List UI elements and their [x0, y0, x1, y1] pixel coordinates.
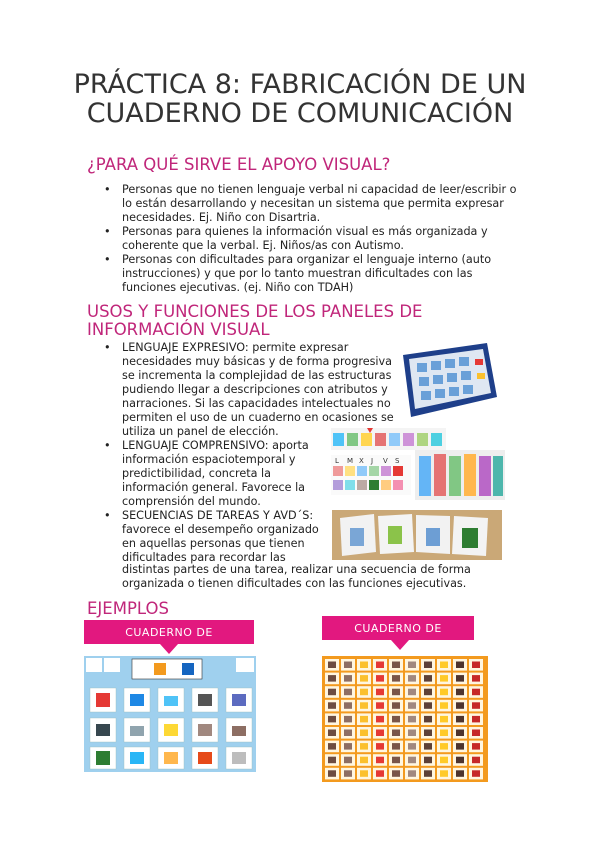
list-item: • LENGUAJE COMPRENSIVO: aporta información espaciotemporal y predictibilidad, concreta la información general. Favorece la comprensión del mundo.: [104, 439, 312, 509]
section-heading-usos-funciones: USOS Y FUNCIONES DE LOS PANELES DE INFORMACIÓN VISUAL: [87, 302, 423, 339]
svg-text:M: M: [347, 457, 354, 465]
list-item: • Personas que no tienen lenguaje verbal ni capacidad de leer/escribir o lo están desarrollando y necesitan un sistema que permita expresar necesidades. Ej. Niño con Disartria.: [104, 183, 524, 225]
task-sequence-photo: [332, 510, 502, 560]
vertical-cards-image: [415, 450, 505, 500]
page-title: PRÁCTICA 8: FABRICACIÓN DE UN CUADERNO DE COMUNICACIÓN: [73, 69, 527, 129]
apoyo-visual-list: [104, 183, 524, 295]
banner-left-arrow: [160, 644, 178, 654]
svg-text:S: S: [395, 457, 400, 465]
list-item: • LENGUAJE EXPRESIVO: permite expresar necesidades muy básicas y de forma progresiva se incrementa la complejidad de las estructuras pudiendo llegar a descripciones con atributos y narraciones. Si las capacidades intelectuales no permiten el uso de un cuaderno en ocasiones se utiliza un panel de elección.: [104, 341, 394, 439]
list-item: • SECUENCIAS DE TAREAS Y AVD´S: favorece el desempeño organizado en aquellas personas que tienen dificultades para recordar las: [104, 509, 322, 565]
svg-text:V: V: [383, 457, 388, 465]
svg-text:X: X: [359, 457, 364, 465]
banner-right: CUADERNO DE: [322, 616, 474, 640]
svg-text:J: J: [371, 457, 374, 465]
section-heading-ejemplos: EJEMPLOS: [87, 599, 169, 618]
list-item: • Personas para quienes la información visual es más organizada y coherente que la verbal. Ej. Niños/as con Autismo.: [104, 225, 524, 253]
list-item: • Personas con dificultades para organizar el lenguaje interno (auto instrucciones) y que por lo tanto muestran dificultades con las funciones ejecutivas. (ej. Niño con TDAH): [104, 253, 524, 295]
letter-grid-image: [331, 455, 411, 495]
blue-pictogram-board: [84, 656, 256, 772]
section-heading-apoyo-visual: ¿PARA QUÉ SIRVE EL APOYO VISUAL?: [87, 155, 391, 174]
communication-board-photo: [395, 337, 500, 423]
svg-text:L: L: [335, 457, 339, 465]
list-continuation: distintas partes de una tarea, realizar una secuencia de forma organizada o tienen dificultades con las funciones ejecutivas.: [122, 563, 471, 590]
orange-pictogram-board: [322, 656, 488, 782]
pictogram-strip: [331, 428, 446, 450]
banner-left: CUADERNO DE: [84, 620, 254, 644]
banner-right-arrow: [391, 640, 409, 650]
